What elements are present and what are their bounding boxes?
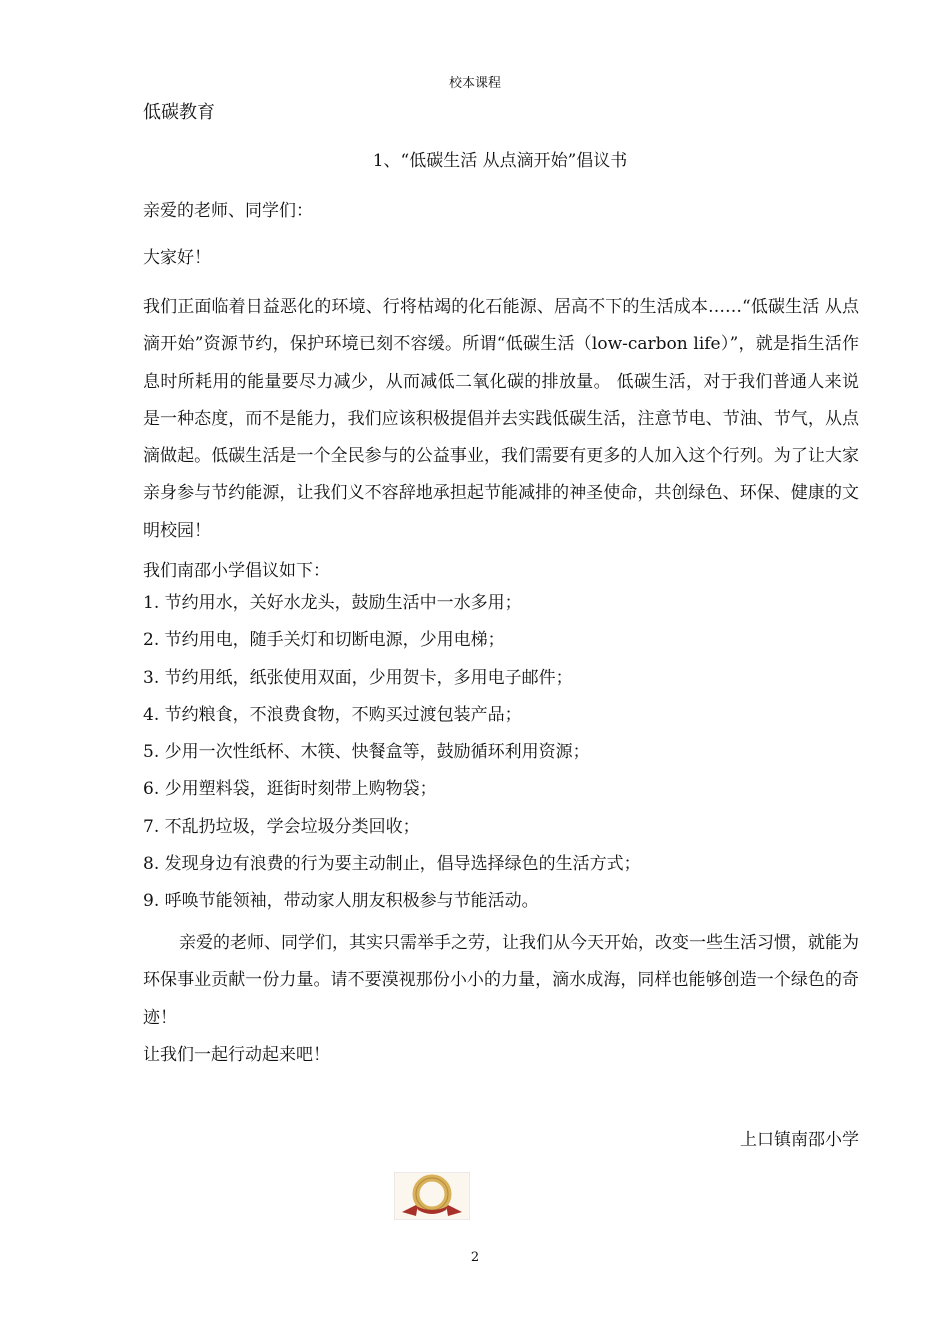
list-item: 9. 呼唤节能领袖，带动家人朋友积极参与节能活动。 [143,891,539,912]
list-item: 2. 节约用电，随手关灯和切断电源，少用电梯； [143,630,505,651]
list-item: 6. 少用塑料袋，逛街时刻带上购物袋； [143,779,437,800]
section-title: 低碳教育 [143,102,215,123]
list-item: 7. 不乱扔垃圾，学会垃圾分类回收； [143,816,420,837]
signer: 上口镇南邵小学 [740,1130,859,1150]
proposal-intro: 我们南邵小学倡议如下： [143,561,330,581]
page-number: 2 [470,1250,480,1265]
list-item: 5. 少用一次性纸杯、木筷、快餐盒等，鼓励循环利用资源； [143,742,590,763]
document-title: 1、“低碳生活 从点滴开始”倡议书 [372,151,628,171]
list-item: 4. 节约粮食，不浪费食物，不购买过渡包装产品； [143,704,522,725]
body-paragraph: 我们正面临着日益恶化的环境、行将枯竭的化石能源、居高不下的生活成本……“低碳生活 从点滴开始”资源节约，保护环境已刻不容缓。所谓“低碳生活（low-carbon life）”，就是指生活作息时所耗用的能量要尽力减少，从而减低二氧化碳的排放量。 低碳生活，对于我们普通人来说是一种态度，而不是能力，我们应该积极提倡并去实践低碳生活，注意节电、节油、节气，从点滴做起。低碳生活是一个全民参与的公益事业，我们需要有更多的人加入这个行列。为了让大家亲身参与节约能源，让我们义不容辞地承担起节能减排的神圣使命，共创绿色、环保、健康的文明校园！ [143,297,859,541]
call-to-action: 让我们一起行动起来吧！ [143,1045,330,1065]
greeting: 大家好！ [143,248,211,268]
list-item: 8. 发现身边有浪费的行为要主动制止，倡导选择绿色的生活方式； [143,854,641,875]
proposal-list [143,585,859,921]
page-header: 校本课程 [448,76,501,91]
list-item: 3. 节约用纸，纸张使用双面，少用贺卡，多用电子邮件； [143,667,573,688]
ribbon-ring-icon [394,1172,470,1220]
salutation: 亲爱的老师、同学们： [143,201,313,221]
closing-paragraph: 亲爱的老师、同学们，其实只需举手之劳，让我们从今天开始，改变一些生活习惯，就能为环保事业贡献一份力量。请不要漠视那份小小的力量，滴水成海，同样也能够创造一个绿色的奇迹！ [143,933,859,1028]
list-item: 1. 节约用水，关好水龙头，鼓励生活中一水多用； [143,593,522,613]
